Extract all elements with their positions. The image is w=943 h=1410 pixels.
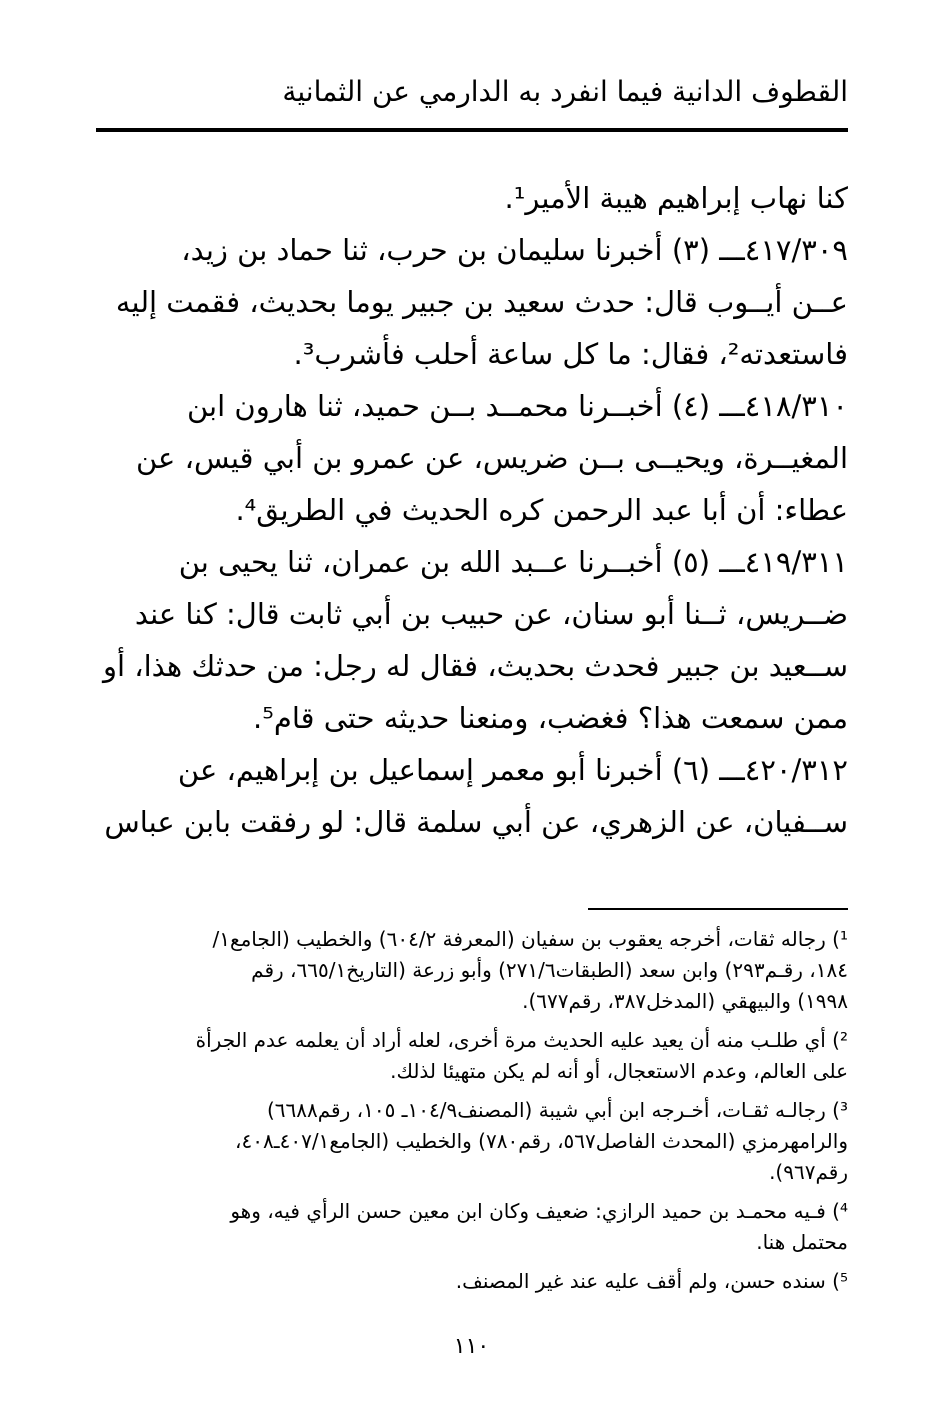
footnote-gap	[92, 1017, 848, 1025]
footnote-1	[92, 924, 848, 1017]
footnote-5	[92, 1266, 848, 1297]
page-number: ١١٠	[453, 1334, 490, 1359]
footnote-line: على العالم، وعدم الاستعجال، أو أنه لم يكن متهيئا لذلك.	[390, 1059, 848, 1083]
footnotes	[92, 924, 848, 1297]
footnote-line: محتمل هنا.	[756, 1230, 848, 1254]
footnote-gap	[92, 1087, 848, 1095]
footnote-line: ¹) رجاله ثقات، أخرجه يعقوب بن سفيان (المعرفة ٦٠٤/٢) والخطيب (الجامع١/	[212, 927, 848, 951]
text-line: ســفيان، عن الزهري، عن أبي سلمة قال: لو رفقت بابن عباس	[104, 805, 848, 839]
text-line: ضــريس، ثــنا أبو سنان، عن حبيب بن أبي ثابت قال: كنا عند	[134, 597, 848, 631]
text-line: كنا نهاب إبراهيم هيبة الأمير¹.	[504, 181, 848, 215]
header-rule	[96, 128, 848, 132]
running-header: القطوف الدانية فيما انفرد به الدارمي عن الثمانية	[282, 75, 848, 108]
text-line: ممن سمعت هذا؟ فغضب، ومنعنا حديثه حتى قام⁵.	[253, 701, 848, 735]
footnote-4	[92, 1196, 848, 1258]
text-line: ٤٢٠/٣١٢ـــ (٦) أخبرنا أبو معمر إسماعيل بن إبراهيم، عن	[177, 753, 848, 787]
text-line: ســعيد بن جبير فحدث بحديث، فقال له رجل: من حدثك هذا، أو	[102, 649, 848, 683]
text-line: عــن أيــوب قال: حدث سعيد بن جبير يوما بحديث، فقمت إليه	[115, 285, 848, 319]
footnote-line: رقم٩٦٧).	[769, 1160, 848, 1184]
text-line: ٤١٧/٣٠٩ـــ (٣) أخبرنا سليمان بن حرب، ثنا حماد بن زيد،	[181, 233, 848, 267]
footnote-line: ١٩٩٨) والبيهقي (المدخل٣٨٧، رقم٦٧٧).	[522, 989, 848, 1013]
text-line: عطاء: أن أبا عبد الرحمن كره الحديث في الطريق⁴.	[235, 493, 848, 527]
footnote-line: ⁵) سنده حسن، ولم أقف عليه عند غير المصنف.	[455, 1269, 848, 1293]
footnote-3	[92, 1095, 848, 1188]
footnote-line: ⁴) فـيه محمـد بن حميد الرازي: ضعيف وكان ابن معين حسن الرأي فيه، وهو	[230, 1199, 848, 1223]
text-line: المغيــرة، ويحيــى بــن ضريس، عن عمرو بن أبي قيس، عن	[135, 441, 848, 475]
text-line: ٤١٨/٣١٠ـــ (٤) أخبــرنا محمــد بــن حميد، ثنا هارون ابن	[186, 389, 848, 423]
footnote-line: ³) رجالـه ثقـات، أخـرجه ابن أبي شيبة (المصنف١٠٤/٩ـ ١٠٥، رقم٦٦٨٨)	[266, 1098, 848, 1122]
footnote-separator	[588, 908, 848, 910]
footnote-gap	[92, 1188, 848, 1196]
footnote-line: ²) أي طلـب منه أن يعيد عليه الحديث مرة أخرى، لعله أراد أن يعلمه عدم الجرأة	[195, 1028, 848, 1052]
footnote-2	[92, 1025, 848, 1087]
footnote-gap	[92, 1258, 848, 1266]
footnote-line: ١٨٤، رقـم٢٩٣) وابن سعد (الطبقات٢٧١/٦) وأبو زرعة (التاريخ٦٦٥/١، رقم	[251, 958, 848, 982]
main-text	[92, 172, 848, 848]
text-line: ٤١٩/٣١١ـــ (٥) أخبــرنا عــبد الله بن عمران، ثنا يحيى بن	[178, 545, 848, 579]
text-line: فاستعدته²، فقال: ما كل ساعة أحلب فأشرب³.	[293, 337, 848, 371]
footnote-line: والرامهرمزي (المحدث الفاصل٥٦٧، رقم٧٨٠) والخطيب (الجامع٤٠٧/١ـ٤٠٨،	[235, 1129, 848, 1153]
